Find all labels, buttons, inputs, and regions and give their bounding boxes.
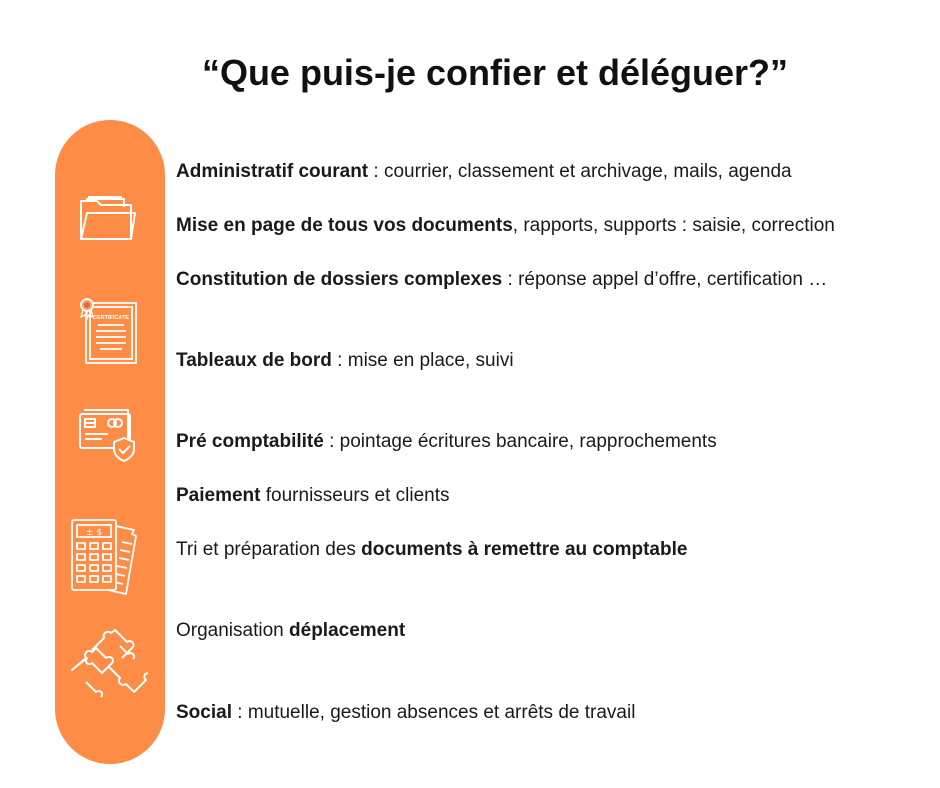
list-item: [176, 268, 827, 292]
list-item: [176, 619, 405, 643]
list-item: [176, 160, 792, 184]
calculator-display: ± $: [85, 528, 103, 538]
folder-icon: [78, 195, 138, 245]
puzzle-icon: [68, 628, 148, 698]
certificate-icon: [76, 297, 142, 369]
item-text: : mutuelle, gestion absences et arrêts de travail: [231, 702, 636, 723]
item-bold: Administratif courant: [176, 161, 369, 182]
item-bold: déplacement: [289, 620, 406, 641]
page-title: “Que puis-je confier et déléguer?”: [201, 52, 789, 93]
list-item: [176, 430, 717, 454]
item-text: fournisseurs et clients: [260, 485, 450, 506]
item-bold: Pré comptabilité: [176, 431, 324, 452]
list-item: [176, 538, 687, 562]
item-bold: Tableaux de bord: [176, 350, 332, 371]
item-bold: Mise en page de tous vos documents: [176, 215, 513, 236]
certificate-label: CERTIFICATE: [93, 315, 129, 321]
item-bold: Constitution de dossiers complexes: [176, 269, 503, 290]
item-bold: documents à remettre au comptable: [361, 539, 688, 560]
calculator-receipt-icon: [70, 516, 148, 596]
list-item: [176, 214, 835, 238]
list-item: [176, 484, 450, 508]
item-text: : réponse appel d’offre, certification …: [502, 269, 828, 290]
item-bold: Social: [176, 702, 232, 723]
item-text: : mise en place, suivi: [331, 350, 514, 371]
credit-card-shield-icon: [78, 406, 140, 464]
list-item: [176, 349, 514, 373]
item-text: : courrier, classement et archivage, mails, agenda: [368, 161, 792, 182]
item-text: : pointage écritures bancaire, rapprochements: [323, 431, 717, 452]
list-item: [176, 701, 635, 725]
item-text: Organisation: [176, 620, 290, 641]
item-text: , rapports, supports : saisie, correction: [512, 215, 835, 236]
item-bold: Paiement: [176, 485, 261, 506]
item-text: Tri et préparation des: [176, 539, 362, 560]
